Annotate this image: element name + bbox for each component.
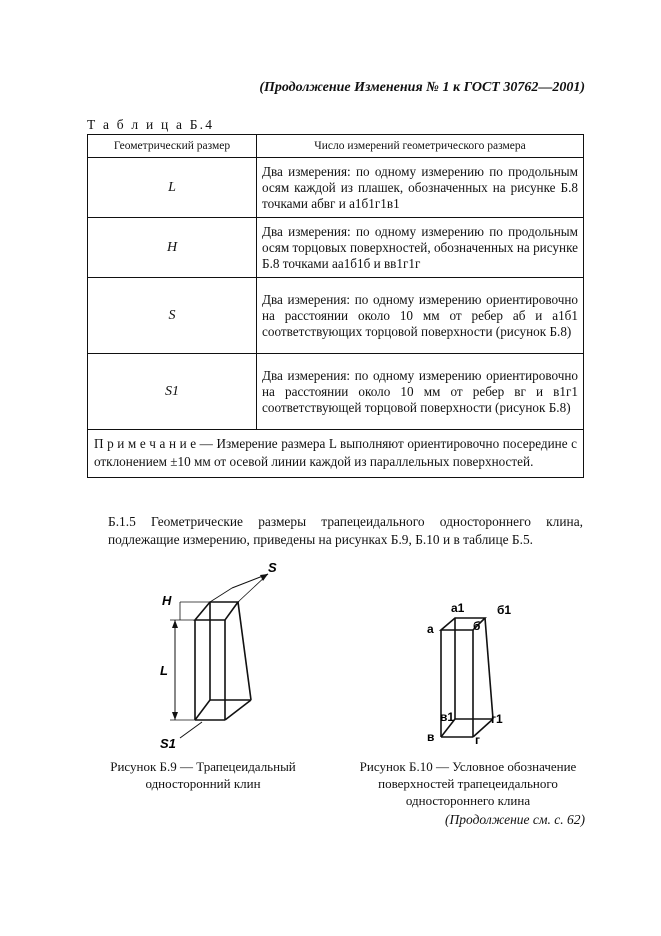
table-row <box>88 218 584 278</box>
row-dim-L: L <box>88 158 257 218</box>
row-text-H: Два измерения: по одному измерению по продольным осям торцовых поверхностей, обозначенных на рисунке Б.8 точками аа1б1б и вв1г1г <box>257 218 584 278</box>
row-text-S1: Два измерения: по одному измерению ориентировочно на расстоянии около 10 мм от ребер вг и в1г1 соответствующей торцовой поверхности (рисунок Б.8) <box>257 354 584 430</box>
figure-b9-caption: Рисунок Б.9 — Трапецеидальный односторонний клин <box>110 759 296 791</box>
label-g1: г1 <box>491 712 503 726</box>
table-b4 <box>87 134 584 478</box>
row-dim-H: H <box>88 218 257 278</box>
col-header-dimension: Геометрический размер <box>88 135 257 158</box>
label-a1: а1 <box>451 601 465 615</box>
col-header-count: Число измерений геометрического размера <box>257 135 584 158</box>
table-title: Т а б л и ц а Б.4 <box>87 117 215 132</box>
table-row <box>88 158 584 218</box>
row-text-S: Два измерения: по одному измерению ориентировочно на расстоянии около 10 мм от ребер аб и а1б1 соответствующих торцовой поверхности (рисунок Б.8) <box>257 278 584 354</box>
figure-b10-wedge <box>415 597 525 747</box>
label-S1: S1 <box>160 736 176 751</box>
label-S: S <box>268 560 277 575</box>
table-row <box>88 278 584 354</box>
row-dim-S: S <box>88 278 257 354</box>
label-L: L <box>160 663 168 678</box>
note-text: — Измерение размера L выполняют ориентировочно посередине с отклонением ±10 мм от осевой линии каждой из параллельных поверхностей. <box>94 436 577 469</box>
page-footer: (Продолжение см. с. 62) <box>445 812 585 827</box>
row-dim-S1: S1 <box>88 354 257 430</box>
label-b: б <box>473 619 481 633</box>
figure-b9-wedge <box>150 560 290 755</box>
label-a: а <box>427 622 434 636</box>
label-b1: б1 <box>497 603 512 617</box>
table-note-row <box>88 430 584 478</box>
figure-b10-caption: Рисунок Б.10 — Условное обозначение поверхностей трапецеидального одностороннего клина <box>359 759 577 808</box>
table-row <box>88 354 584 430</box>
page-header: (Продолжение Изменения № 1 к ГОСТ 30762—2001) <box>259 80 585 95</box>
paragraph-text: Б.1.5 Геометрические размеры трапецеидального одностороннего клина, подлежащие измерению, приведены на рисунках Б.9, Б.10 и в таблице Б.5. <box>108 514 583 547</box>
paragraph-b15 <box>108 513 583 548</box>
note-label: П р и м е ч а н и е <box>94 436 197 451</box>
row-text-L: Два измерения: по одному измерению по продольным осям каждой из плашек, обозначенных на рисунке Б.8 точками абвг и а1б1г1в1 <box>257 158 584 218</box>
label-g: г <box>475 733 480 747</box>
label-v: в <box>427 730 435 744</box>
table-header-row <box>88 135 584 158</box>
label-v1: в1 <box>440 710 455 724</box>
table-note <box>88 430 584 478</box>
label-H: H <box>162 593 172 608</box>
